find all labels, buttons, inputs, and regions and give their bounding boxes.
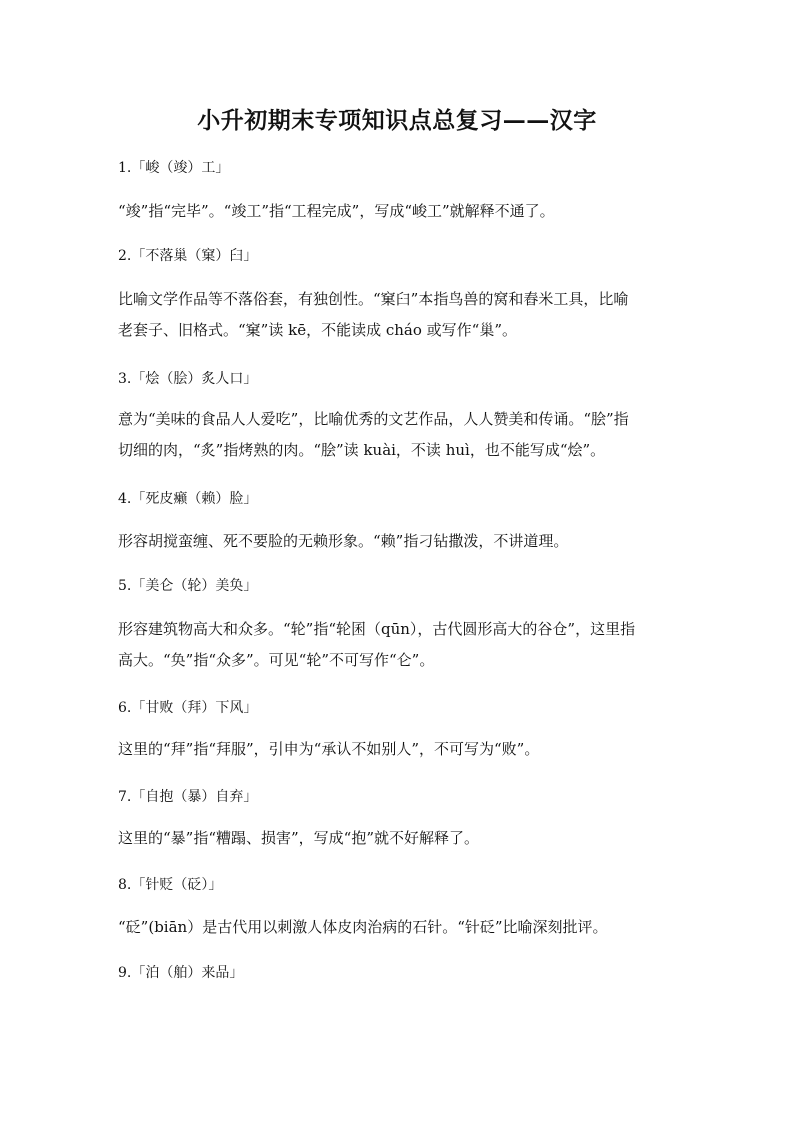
- entry-line: 比喻文学作品等不落俗套，有独创性。“窠臼”本指鸟兽的窝和舂米工具，比喻: [118, 290, 629, 308]
- entry-text-1: [118, 196, 688, 227]
- entry-line: “砭”(biān）是古代用以刺激人体皮肉治病的石针。“针砭”比喻深刻批评。: [118, 918, 608, 936]
- entry-line: 形容建筑物高大和众多。“轮”指“轮囷（qūn），古代圆形高大的谷仓”，这里指: [118, 620, 636, 638]
- entry-heading-6: 6.「甘败（拜）下风」: [118, 700, 258, 716]
- entry-heading-9: 9.「泊（舶）来品」: [118, 965, 244, 981]
- entry-line: 这里的“拜”指“拜服”，引申为“承认不如别人”，不可写为“败”。: [118, 740, 540, 758]
- entry-text-5: [118, 614, 688, 676]
- entry-heading-1: 1.「峻（竣）工」: [118, 160, 230, 176]
- entry-text-4: [118, 526, 688, 557]
- entry-heading-4: 4.「死皮癞（赖）脸」: [118, 491, 258, 507]
- entry-text-7: [118, 823, 688, 854]
- entry-line: 切细的肉，“炙”指烤熟的肉。“脍”读 kuài，不读 huì，也不能写成“烩”。: [118, 441, 606, 459]
- entry-line: “竣”指“完毕”。“竣工”指“工程完成”，写成“峻工”就解释不通了。: [118, 202, 555, 220]
- page-title: 小升初期末专项知识点总复习——汉字: [197, 107, 597, 134]
- entry-heading-7: 7.「自抱（暴）自弃」: [118, 789, 258, 805]
- entry-line: 意为“美味的食品人人爱吃”，比喻优秀的文艺作品，人人赞美和传诵。“脍”指: [118, 410, 629, 428]
- entry-line: 老套子、旧格式。“窠”读 kē，不能读成 cháo 或写作“巢”。: [118, 321, 517, 339]
- entry-line: 高大。“奂”指“众多”。可见“轮”不可写作“仑”。: [118, 651, 435, 669]
- entry-text-6: [118, 734, 688, 765]
- entry-text-8: [118, 912, 688, 943]
- entry-heading-2: 2.「不落巢（窠）臼」: [118, 248, 258, 264]
- entry-text-2: [118, 284, 688, 346]
- entry-heading-8: 8.「针贬（砭）」: [118, 877, 223, 893]
- entry-heading-5: 5.「美仑（轮）美奂」: [118, 578, 258, 594]
- entry-line: 这里的“暴”指“糟蹋、损害”，写成“抱”就不好解释了。: [118, 829, 480, 847]
- entry-text-3: [118, 404, 688, 466]
- entry-line: 形容胡搅蛮缠、死不要脸的无赖形象。“赖”指刁钻撒泼，不讲道理。: [118, 532, 569, 550]
- entry-heading-3: 3.「烩（脍）炙人口」: [118, 371, 258, 387]
